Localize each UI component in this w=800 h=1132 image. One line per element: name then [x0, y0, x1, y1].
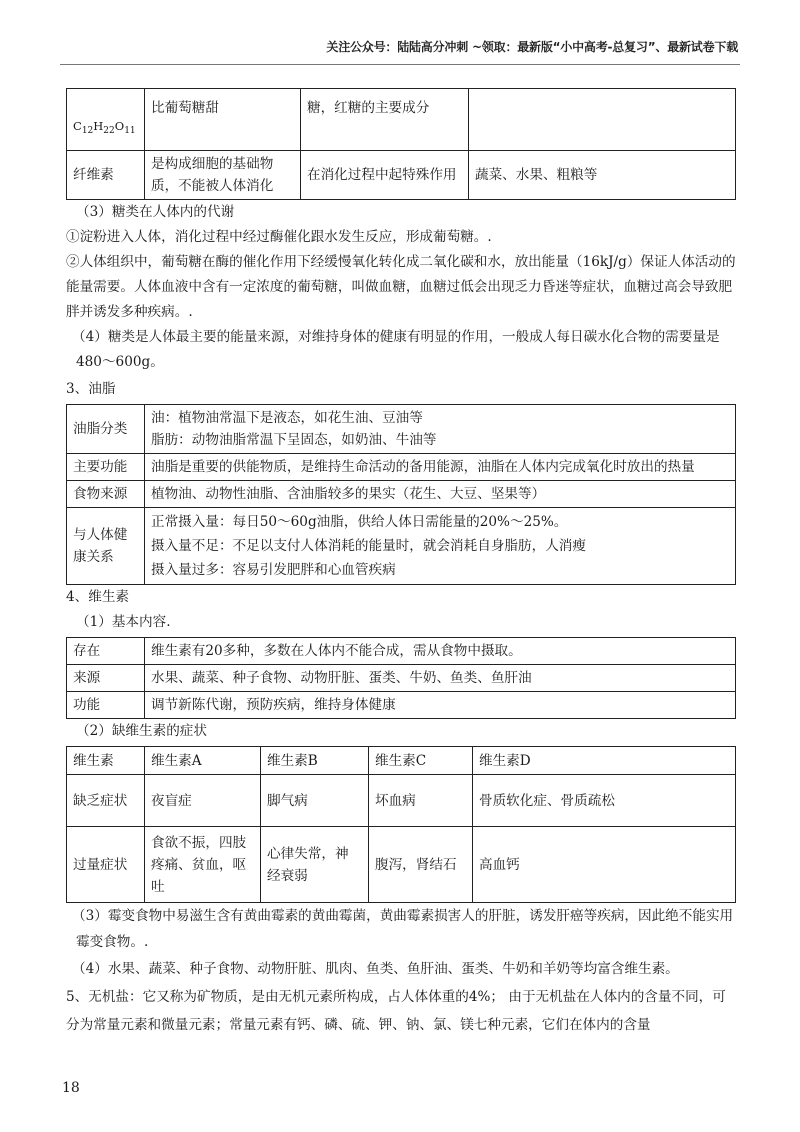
header-divider — [60, 64, 740, 65]
cell-line: 摄入量不足：不足以支付人体消耗的能量时，就会消耗自身脂肪，人消瘦 — [151, 538, 586, 554]
table-row — [67, 481, 736, 508]
table-cell: 骨质软化症、骨质疏松 — [473, 775, 736, 827]
vitamin-basic-table — [66, 637, 736, 719]
page-number: 18 — [62, 1080, 80, 1096]
table-header-cell: 维生素 — [67, 747, 145, 775]
paragraph: 5、无机盐：它又称为矿物质，是由无机元素所构成，占人体体重的4%； 由于无机盐在人体内的含量不同，可分为常量元素和微量元素；常量元素有钙、磷、硫、钾、钠、氯、镁七种元素，它们在体内的含量 — [66, 989, 726, 1033]
vitamin-deficiency-table — [66, 746, 736, 903]
section-heading: 4、维生素 — [66, 589, 130, 605]
table-header-cell: 维生素D — [473, 747, 736, 775]
table-cell: 水果、蔬菜、种子食物、动物肝脏、蛋类、牛奶、鱼类、鱼肝油 — [145, 665, 736, 692]
table-row — [67, 692, 736, 719]
section-heading: 3、油脂 — [66, 381, 116, 397]
paragraph: （4）糖类是人体最主要的能量来源，对维持身体的健康有明显的作用，一般成人每日碳水化合物的需要量是480～600g。 — [72, 329, 720, 370]
table-row-label: 功能 — [67, 692, 145, 719]
table-row — [67, 638, 736, 665]
sugar-table-continued — [66, 88, 736, 200]
paragraph: （4）水果、蔬菜、种子食物、动物肝脏、肌肉、鱼类、鱼肝油、蛋类、牛奶和羊奶等均富含维生素。 — [72, 961, 679, 977]
table-row — [67, 827, 736, 903]
cell-line: 油：植物油常温下是液态，如花生油、豆油等 — [151, 410, 423, 426]
cell-line: 摄入量过多：容易引发肥胖和心血管疾病 — [151, 562, 396, 578]
paragraph: ①淀粉进入人体，消化过程中经过酶催化跟水发生反应，形成葡萄糖。. — [66, 229, 492, 245]
page-header: 关注公众号：陆陆高分冲刺 ~领取：最新版“小中高考-总复习”、最新试卷下载 — [326, 40, 738, 54]
cell-line: 脂肪：动物油脂常温下呈固态，如奶油、牛油等 — [151, 432, 437, 448]
table-row — [67, 151, 736, 200]
table-cell: 腹泻，肾结石 — [369, 827, 473, 903]
table-header-cell: 维生素B — [261, 747, 369, 775]
table-cell: 植物油、动物性油脂、含油脂较多的果实（花生、大豆、坚果等） — [145, 481, 736, 508]
table-row — [67, 665, 736, 692]
table-header-cell: 维生素A — [145, 747, 261, 775]
fat-table — [66, 404, 736, 585]
table-cell: 调节新陈代谢，预防疾病，维持身体健康 — [145, 692, 736, 719]
table-row-label: 过量症状 — [67, 827, 145, 903]
table-cell: 是构成细胞的基础物质，不能被人体消化 — [145, 151, 301, 200]
table-header-cell: 维生素C — [369, 747, 473, 775]
table-row-label: 来源 — [67, 665, 145, 692]
section-heading: （3）糖类在人体内的代谢 — [76, 204, 235, 220]
table-cell — [145, 405, 736, 454]
table-row-label: 存在 — [67, 638, 145, 665]
subsection-heading: （1）基本内容. — [76, 614, 171, 630]
table-cell: 糖，红糖的主要成分 — [301, 89, 469, 151]
table-cell: 坏血病 — [369, 775, 473, 827]
table-row — [67, 454, 736, 481]
table-row-label: 油脂分类 — [67, 405, 145, 454]
table-cell: 蔬菜、水果、粗粮等 — [469, 151, 736, 200]
paragraph: （3）霉变食物中易滋生含有黄曲霉素的黄曲霉菌，黄曲霉素损害人的肝脏，诱发肝癌等疾病，因此绝不能实用霉变食物。. — [72, 908, 734, 950]
table-cell: 纤维素 — [67, 151, 145, 200]
table-row-label: 缺乏症状 — [67, 775, 145, 827]
page-content — [66, 88, 736, 1039]
table-row — [67, 747, 736, 775]
cell-line: 正常摄入量：每日50～60g油脂，供给人体日需能量的20%～25%。 — [151, 514, 568, 530]
table-cell: 心律失常，神经衰弱 — [261, 827, 369, 903]
table-row — [67, 775, 736, 827]
table-cell: 食欲不振，四肢疼痛、贫血，呕吐 — [145, 827, 261, 903]
table-cell: 比葡萄糖甜 — [145, 89, 301, 151]
table-cell: 高血钙 — [473, 827, 736, 903]
table-cell: $C_{12}H_{22}O_{11}$ — [67, 89, 145, 151]
table-row — [67, 405, 736, 454]
paragraph: ②人体组织中，葡萄糖在酶的催化作用下经缓慢氧化转化成二氧化碳和水，放出能量（16kJ/g）保证人体活动的能量需要。人体血液中含有一定浓度的葡萄糖，叫做血糖，血糖过低会出现乏力昏迷等症状，血糖过高会导致肥胖并诱发多种疾病。. — [66, 254, 736, 320]
table-cell — [145, 508, 736, 585]
table-row — [67, 89, 736, 151]
table-row-label: 食物来源 — [67, 481, 145, 508]
table-cell: 夜盲症 — [145, 775, 261, 827]
table-row — [67, 508, 736, 585]
table-cell — [469, 89, 736, 151]
table-cell: 脚气病 — [261, 775, 369, 827]
table-row-label: 主要功能 — [67, 454, 145, 481]
table-cell: 油脂是重要的供能物质，是维持生命活动的备用能源，油脂在人体内完成氧化时放出的热量 — [145, 454, 736, 481]
table-cell: 维生素有20多种，多数在人体内不能合成，需从食物中摄取。 — [145, 638, 736, 665]
table-cell: 在消化过程中起特殊作用 — [301, 151, 469, 200]
subsection-heading: （2）缺维生素的症状 — [76, 723, 207, 739]
table-row-label: 与人体健康关系 — [67, 508, 145, 585]
